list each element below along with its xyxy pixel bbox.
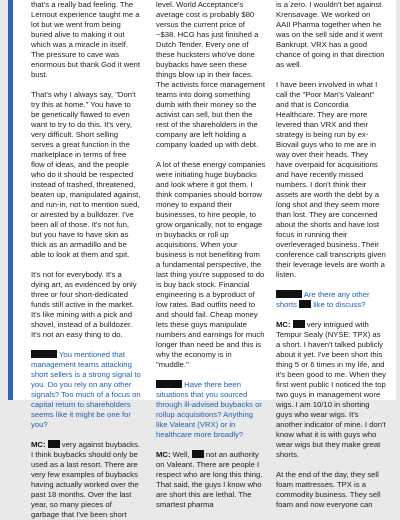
paragraph: level. World Acceptance's average cost is probably $80 versus the current price of ~$38. HCG has just finished a Dutch Tender. Every one of these hucksters who've done buybacks have seen these things blow up in their faces. The activists force management teams into doing something dumb with their money so the activist can sell, but then the rest of the shareholders in the company are left holding a company loaded up with debt. bbox=[156, 0, 265, 149]
answer-text: very intrigued with Tempur Sealy (NYSE: TPX) as a short. I haven't talked publicly about it yet. I've been short this thing 5 or 6 times in my life, and it's been good to me. When they first went public I noticed the top two guys in management wore wigs. I am 10/10 in shorting guys who wear wigs. It's another indicator of mine. I don't know what it is with guys who wear wigs but they make great shorts. bbox=[276, 320, 387, 459]
interview-answer bbox=[31, 440, 141, 520]
interview-answer bbox=[276, 320, 386, 460]
text-column-3 bbox=[276, 0, 387, 509]
text-column-1 bbox=[31, 0, 141, 519]
question-text: You mentioned that management teams attacking short sellers is a strong signal to you. Do you rely on any other signals? Too much of a focus on capital return to shareholders seems like it might be one for you? bbox=[31, 350, 141, 429]
speaker-label: MC: bbox=[31, 440, 46, 449]
accent-bar bbox=[8, 0, 13, 400]
question-text-tail: like to discuss? bbox=[313, 300, 366, 309]
paragraph: I have been involved in what I call the "Poor Man's Valeant" and that is Concordia Healthcare. They are more levered than VRX and their strategy is being run by ex-Biovail guys who to me are in way over their heads. They have overpaid for acquisitions and have recently missed numbers. I don't think their assets are worth the debt by a long shot and they seem more than lost. They are concerned about the shorts and have lost focus in running their overleveraged business. Their conference call transcripts given their leverage levels are worth a listen. bbox=[276, 80, 386, 279]
redaction-bar bbox=[31, 350, 57, 358]
document-page bbox=[8, 0, 396, 519]
interview-question bbox=[31, 350, 141, 430]
redaction-bar bbox=[293, 320, 305, 328]
answer-text: not an authority on Valeant. There are people I respect who are long this thing. That said, the guys I know who are short this are lethal. The smartest pharma bbox=[156, 450, 263, 509]
paragraph: That's why I always say, "Don't try this at home." You have to be genetically flawed to even want to try to do this. It's very, very difficult. Short selling serves a great function in the marketplace in terms of free flow of ideas, and the people who do it should be respected instead of trashed, threatened, beaten up, manipulated against, and run-in, not to mention sued, or arrested by a bulldozer. I've been all of those. It's not fun, but you have to have skin as thick as an armadillo and be able to look at them and spit. bbox=[31, 90, 141, 259]
redaction-bar bbox=[48, 440, 60, 448]
speaker-label: MC: bbox=[276, 320, 291, 329]
redaction-bar bbox=[192, 450, 204, 458]
answer-text: very against buybacks. I think buybacks should only be used as a last resort. There are very few examples of buybacks having actually worked over the past 18 months. Over the last year, so many pieces of garbage that I've been short bbox=[31, 440, 140, 519]
paragraph: that's a really bad feeling. The Lernout experience taught me a lot but we went from being buried alive to making it out which was a miracle in itself. The pressure to cave was enormous but thank God it went bust. bbox=[31, 0, 140, 79]
question-text: Are there any other shorts bbox=[276, 290, 370, 309]
paragraph: It's not for everybody. It's a dying art, as evidenced by only three or four short-dedicated funds still active in the market. It's like mining with a pick and shovel, instead of a bulldozer. It's not an easy thing to do. bbox=[31, 270, 137, 339]
interview-question bbox=[276, 290, 386, 310]
interview-question bbox=[156, 380, 266, 440]
paragraph: A lot of these energy companies were initiating huge buybacks and look where it got them. I think companies should borrow money to expand their businesses, to hire people, to grow organically, not to engage in buybacks or roll up acquisitions. When your business is not benefiting from a fundamental perspective, the last thing you're supposed to do is buy back stock. Financial engineering is a byproduct of low rates. Bad outfits need to and should fail. Cheap money lets these guys manipulate numbers and earnings for much longer than need be and this is why the economy is in "muddle." bbox=[156, 160, 266, 369]
speaker-label: MC: bbox=[156, 450, 171, 459]
question-text: Have there been situations that you sourced through ill-advised buybacks or rollup acquisitions? Anything like Valeant (VRX) or in healthcare more broadly? bbox=[156, 380, 262, 439]
paragraph: At the end of the day, they sell foam mattresses. TPX is a commodity business. They sell foam and now everyone can bbox=[276, 470, 381, 509]
answer-lead: Well, bbox=[172, 450, 190, 459]
redaction-bar bbox=[299, 300, 311, 308]
text-column-2 bbox=[156, 0, 266, 509]
interview-answer bbox=[156, 450, 266, 510]
paragraph: is a zero. I wouldn't bet against Krensavage. We worked on AAII Pharma together when he was on the sell side and it went Bankrupt. VRX has a good chance of going in that direction as well. bbox=[276, 0, 385, 69]
redaction-bar bbox=[156, 380, 182, 388]
redaction-bar bbox=[276, 290, 302, 298]
